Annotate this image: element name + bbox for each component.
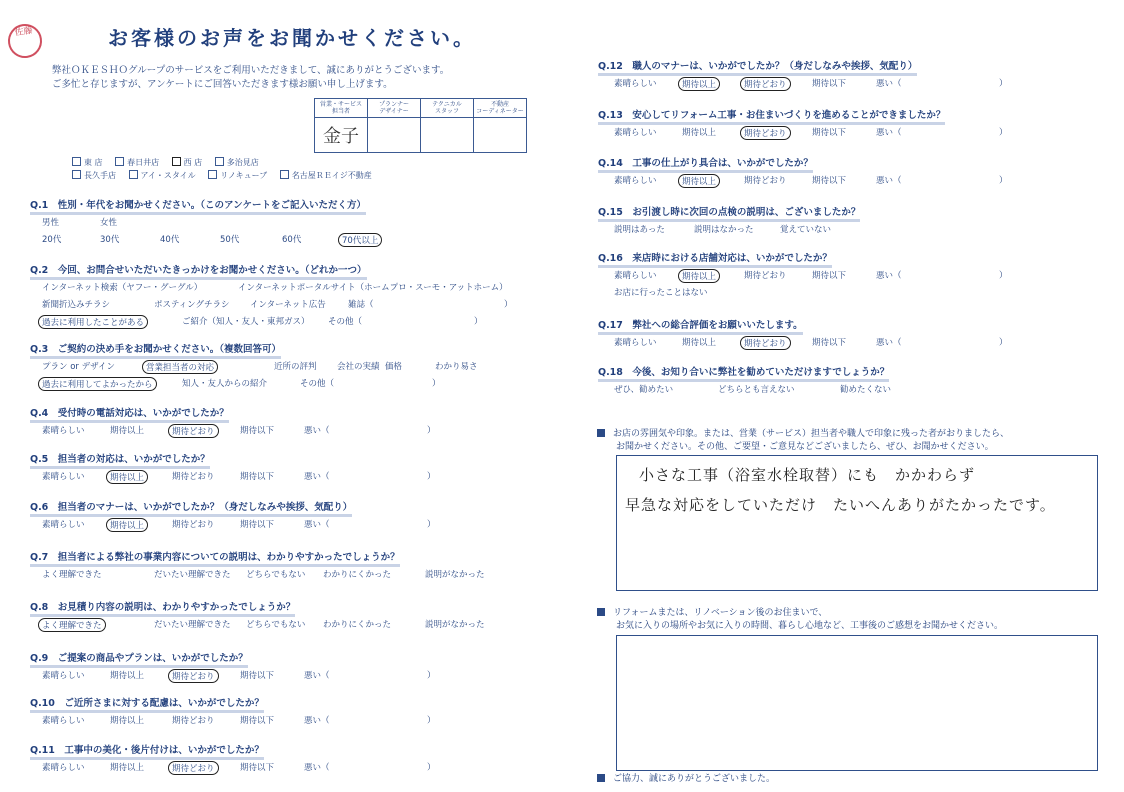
answer-option[interactable]: 素晴らしい [42, 472, 85, 482]
question-left-4: Q.4 受付時の電話対応は、いかがでしたか？ [30, 405, 229, 423]
answer-option[interactable]: 期待どおり [740, 77, 791, 91]
option-row [42, 518, 542, 532]
answer-blank[interactable]: その他（ [300, 379, 335, 389]
answer-option[interactable]: 期待以下 [812, 176, 847, 186]
answer-blank[interactable]: 雑誌（ [348, 300, 374, 310]
question-left-11: Q.11 工事中の美化・後片付けは、いかがでしたか？ [30, 742, 264, 760]
option-row [614, 77, 1114, 91]
question-left-6: Q.6 担当者のマナーは、いかがでしたか？（身だしなみや挨拶、気配り） [30, 499, 352, 517]
option-row [42, 714, 542, 728]
store-checkbox[interactable]: アイ・スタイル [129, 170, 196, 181]
seal-stamp: 佐藤 [6, 22, 44, 60]
question-right-3: Q.14 工事の仕上がり具合は、いかがでしたか？ [598, 155, 813, 173]
option-row [614, 223, 1114, 237]
comment2-prompt: リフォームまたは、リノベーション後のお住まいで、 お気に入りの場所やお気に入りの時間、暮らし心地など、工事後のご感想をお聞かせください。 [597, 607, 1003, 633]
staff-header-realestate: 不動産 コーディネーター [474, 99, 527, 118]
answer-option[interactable]: 期待どおり [172, 472, 215, 482]
answer-option[interactable]: よく理解できた [38, 618, 106, 632]
answer-option[interactable]: 期待以下 [812, 271, 847, 281]
question-left-5: Q.5 担当者の対応は、いかがでしたか？ [30, 451, 210, 469]
store-checkbox[interactable]: 名古屋ＲＥイジ不動産 [280, 170, 372, 181]
answer-option[interactable]: ぜひ、勧めたい [614, 385, 674, 395]
option-row [42, 761, 542, 775]
answer-option[interactable]: 期待どおり [172, 520, 215, 530]
answer-option[interactable]: だいたい理解できた [154, 620, 231, 630]
answer-blank[interactable]: 悪い（ [876, 338, 902, 348]
answer-option[interactable]: 素晴らしい [614, 271, 657, 281]
staff-value-planner[interactable] [368, 118, 421, 153]
answer-option[interactable]: 期待以上 [682, 338, 717, 348]
question-left-1: Q.1 性別・年代をお聞かせください。（このアンケートをご記入いただく方） [30, 197, 366, 215]
answer-option[interactable]: インターネット広告 [250, 300, 326, 310]
option-row [42, 298, 542, 312]
question-left-3: Q.3 ご契約の決め手をお聞かせください。（複数回答可） [30, 341, 281, 359]
answer-option[interactable]: 素晴らしい [42, 426, 85, 436]
store-checkbox[interactable]: 東 店 [72, 157, 103, 168]
answer-option[interactable]: 期待以上 [678, 174, 720, 188]
question-left-9: Q.9 ご提案の商品やプランは、いかがでしたか？ [30, 650, 248, 668]
answer-option[interactable]: 説明がなかった [425, 570, 485, 580]
option-row [614, 336, 1114, 350]
answer-option[interactable]: 期待以下 [812, 79, 847, 89]
answer-blank[interactable]: ） [427, 426, 436, 436]
answer-option[interactable]: 期待どおり [168, 761, 219, 775]
option-row [614, 269, 1114, 283]
answer-option[interactable]: 40代 [160, 235, 180, 245]
option-row [42, 568, 542, 582]
page-title: お客様のお声をお聞かせください。 [108, 26, 476, 50]
answer-option[interactable]: お店に行ったことはない [614, 288, 708, 298]
answer-blank[interactable]: 悪い（ [304, 426, 330, 436]
option-row [42, 618, 542, 632]
store-row-2 [72, 170, 382, 181]
answer-option[interactable]: 期待以下 [240, 716, 275, 726]
answer-option[interactable]: 素晴らしい [42, 520, 85, 530]
comment2-box[interactable] [616, 635, 1098, 771]
answer-option[interactable]: どちらでもない [246, 570, 306, 580]
answer-option[interactable]: 20代 [42, 235, 62, 245]
answer-option[interactable]: ご紹介（知人・友人・東邦ガス） [182, 317, 310, 327]
store-checkbox[interactable]: 西 店 [172, 157, 203, 168]
footer-thanks: ご協力、誠にありがとうございました。 [597, 773, 775, 786]
answer-option[interactable]: 新聞折込みチラシ [42, 300, 111, 310]
question-right-2: Q.13 安心してリフォーム工事・お住まいづくりを進めることができましたか？ [598, 107, 945, 125]
answer-option[interactable]: 50代 [220, 235, 240, 245]
answer-option[interactable]: だいたい理解できた [154, 570, 231, 580]
answer-option[interactable]: 説明はなかった [694, 225, 754, 235]
answer-option[interactable]: 60代 [282, 235, 302, 245]
answer-option[interactable]: 素晴らしい [42, 763, 85, 773]
answer-option[interactable]: 期待以上 [110, 426, 145, 436]
answer-blank[interactable]: 悪い（ [304, 763, 330, 773]
answer-option[interactable]: 覚えていない [780, 225, 832, 235]
answer-option[interactable]: 期待以上 [110, 763, 145, 773]
comment1-prompt: お店の雰囲気や印象。または、営業（サービス）担当者や職人で印象に残った者がおりましたら、 お聞かせください。その他、ご要望・ご意見などございましたら、ぜひ、お聞かせください。 [597, 428, 1009, 454]
answer-option[interactable]: 期待以下 [240, 520, 275, 530]
answer-option[interactable]: 勧めたくない [840, 385, 892, 395]
square-bullet-icon [597, 608, 605, 616]
answer-option[interactable]: 期待以上 [106, 470, 148, 484]
store-checkbox[interactable]: 春日井店 [115, 157, 159, 168]
answer-blank[interactable]: 悪い（ [876, 128, 902, 138]
answer-option[interactable]: 説明がなかった [425, 620, 485, 630]
option-row [42, 281, 542, 295]
staff-header-sales: 営業・サービス 担当者 [315, 99, 368, 118]
store-checkbox[interactable]: リノキューブ [208, 170, 267, 181]
option-row [42, 360, 542, 374]
answer-option[interactable]: 70代以上 [338, 233, 382, 247]
answer-option[interactable]: 期待以上 [682, 128, 717, 138]
staff-table [314, 98, 527, 153]
answer-option[interactable]: 素晴らしい [614, 128, 657, 138]
answer-blank[interactable]: 悪い（ [876, 271, 902, 281]
answer-blank[interactable]: ） [999, 176, 1008, 186]
answer-option[interactable]: 期待以上 [110, 671, 145, 681]
answer-option[interactable]: 営業担当者の対応 [142, 360, 218, 374]
answer-option[interactable]: 期待以上 [678, 269, 720, 283]
answer-option[interactable]: 価格 [385, 362, 403, 372]
answer-blank[interactable]: ） [427, 472, 436, 482]
answer-blank[interactable]: 悪い（ [304, 671, 330, 681]
answer-option[interactable]: 期待以上 [678, 77, 720, 91]
answer-option[interactable]: わかり易さ [435, 362, 478, 372]
option-row [614, 174, 1114, 188]
answer-option[interactable]: 近所の評判 [274, 362, 317, 372]
intro-line-2: ご多忙と存じますが、アンケートにご回答いただきます様お願い申し上げます。 [52, 79, 393, 90]
answer-option[interactable]: 30代 [100, 235, 120, 245]
answer-blank[interactable]: ） [474, 317, 483, 327]
answer-option[interactable]: プラン or デザイン [42, 362, 116, 372]
answer-option[interactable]: 過去に利用してよかったから [38, 377, 157, 391]
answer-option[interactable]: 素晴らしい [42, 716, 85, 726]
question-right-4: Q.15 お引渡し時に次回の点検の説明は、ございましたか？ [598, 204, 860, 222]
answer-option[interactable]: わかりにくかった [323, 620, 392, 630]
staff-value-realestate[interactable] [474, 118, 527, 153]
answer-blank[interactable]: ） [427, 520, 436, 530]
answer-blank[interactable]: ） [432, 379, 441, 389]
answer-option[interactable]: わかりにくかった [323, 570, 392, 580]
answer-option[interactable]: 期待どおり [740, 336, 791, 350]
option-row [614, 126, 1114, 140]
intro-line-1: 弊社ＯＫＥＳＨＯグループのサービスをご利用いただきまして、誠にありがとうございます。 [52, 65, 450, 76]
answer-option[interactable]: 男性 [42, 218, 60, 228]
answer-option[interactable]: 過去に利用したことがある [38, 315, 148, 329]
option-row [42, 315, 542, 329]
answer-blank[interactable]: ） [427, 671, 436, 681]
comment1-box[interactable] [616, 455, 1098, 591]
answer-option[interactable]: 素晴らしい [614, 79, 657, 89]
store-row-1 [72, 157, 269, 168]
answer-option[interactable]: 説明はあった [614, 225, 665, 235]
answer-option[interactable]: 期待どおり [740, 126, 791, 140]
question-left-10: Q.10 ご近所さまに対する配慮は、いかがでしたか？ [30, 695, 264, 713]
answer-option[interactable]: インターネットポータルサイト（ホームプロ・スーモ・アットホーム） [238, 283, 508, 293]
answer-option[interactable]: 期待どおり [172, 716, 215, 726]
answer-option[interactable]: 期待以下 [240, 671, 275, 681]
answer-option[interactable]: 期待どおり [744, 271, 787, 281]
square-bullet-icon [597, 429, 605, 437]
answer-blank[interactable]: 悪い（ [304, 520, 330, 530]
option-row [614, 383, 1114, 397]
comment1-answer-line1: 小さな工事（浴室水栓取替）にも かかわらず [639, 466, 976, 484]
staff-value-technical[interactable] [421, 118, 474, 153]
answer-option[interactable]: 素晴らしい [42, 671, 85, 681]
answer-blank[interactable]: ） [999, 79, 1008, 89]
answer-option[interactable]: ポスティングチラシ [154, 300, 230, 310]
answer-blank[interactable]: ） [999, 338, 1008, 348]
answer-option[interactable]: 期待以下 [812, 128, 847, 138]
answer-option[interactable]: インターネット検索（ヤフー・グーグル） [42, 283, 203, 293]
answer-option[interactable]: どちらとも言えない [718, 385, 795, 395]
answer-blank[interactable]: 悪い（ [304, 472, 330, 482]
comment1-answer-line2: 早急な対応をしていただけ たいへんありがたかったです。 [625, 496, 1056, 514]
answer-blank[interactable]: ） [427, 716, 436, 726]
answer-option[interactable]: 期待どおり [168, 669, 219, 683]
option-row [42, 424, 542, 438]
question-left-2: Q.2 今回、お問合せいただいたきっかけをお聞かせください。（どれか一つ） [30, 262, 367, 280]
answer-option[interactable]: どちらでもない [246, 620, 306, 630]
answer-blank[interactable]: 悪い（ [304, 716, 330, 726]
answer-option[interactable]: 素晴らしい [614, 338, 657, 348]
staff-header-planner: プランナー デザイナー [368, 99, 421, 118]
answer-option[interactable]: 知人・友人からの紹介 [182, 379, 268, 389]
answer-option[interactable]: 素晴らしい [614, 176, 657, 186]
staff-value-sales[interactable]: 金子 [315, 118, 368, 153]
answer-blank[interactable]: ） [427, 763, 436, 773]
question-right-6: Q.17 弊社への総合評価をお願いいたします。 [598, 317, 803, 335]
answer-option[interactable]: 会社の実績 [337, 362, 380, 372]
staff-header-technical: テクニカル スタッフ [421, 99, 474, 118]
answer-option[interactable]: 期待以上 [106, 518, 148, 532]
answer-option[interactable]: 期待以下 [240, 426, 275, 436]
answer-option[interactable]: 期待どおり [168, 424, 219, 438]
answer-blank[interactable]: 悪い（ [876, 176, 902, 186]
square-bullet-icon [597, 774, 605, 782]
answer-option[interactable]: 期待以下 [240, 763, 275, 773]
answer-option[interactable]: 期待どおり [744, 176, 787, 186]
store-checkbox[interactable]: 多治見店 [215, 157, 259, 168]
question-right-1: Q.12 職人のマナーは、いかがでしたか？（身だしなみや挨拶、気配り） [598, 58, 917, 76]
answer-option[interactable]: よく理解できた [42, 570, 102, 580]
answer-blank[interactable]: ） [999, 271, 1008, 281]
question-left-7: Q.7 担当者による弊社の事業内容についての説明は、わかりやすかったでしょうか？ [30, 549, 400, 567]
answer-blank[interactable]: 悪い（ [876, 79, 902, 89]
option-row [42, 470, 542, 484]
option-row [42, 377, 542, 391]
option-row [42, 216, 542, 230]
question-right-5: Q.16 来店時における店舗対応は、いかがでしたか？ [598, 250, 832, 268]
answer-option[interactable]: 期待以下 [812, 338, 847, 348]
answer-blank[interactable]: ） [504, 300, 513, 310]
question-left-8: Q.8 お見積り内容の説明は、わかりやすかったでしょうか？ [30, 599, 295, 617]
option-row [614, 286, 1114, 300]
answer-option[interactable]: 女性 [100, 218, 118, 228]
answer-option[interactable]: 期待以上 [110, 716, 145, 726]
option-row [42, 669, 542, 683]
answer-blank[interactable]: その他（ [328, 317, 363, 327]
option-row [42, 233, 542, 247]
answer-blank[interactable]: ） [999, 128, 1008, 138]
answer-option[interactable]: 期待以下 [240, 472, 275, 482]
question-right-7: Q.18 今後、お知り合いに弊社を勧めていただけますでしょうか？ [598, 364, 889, 382]
store-checkbox[interactable]: 長久手店 [72, 170, 116, 181]
